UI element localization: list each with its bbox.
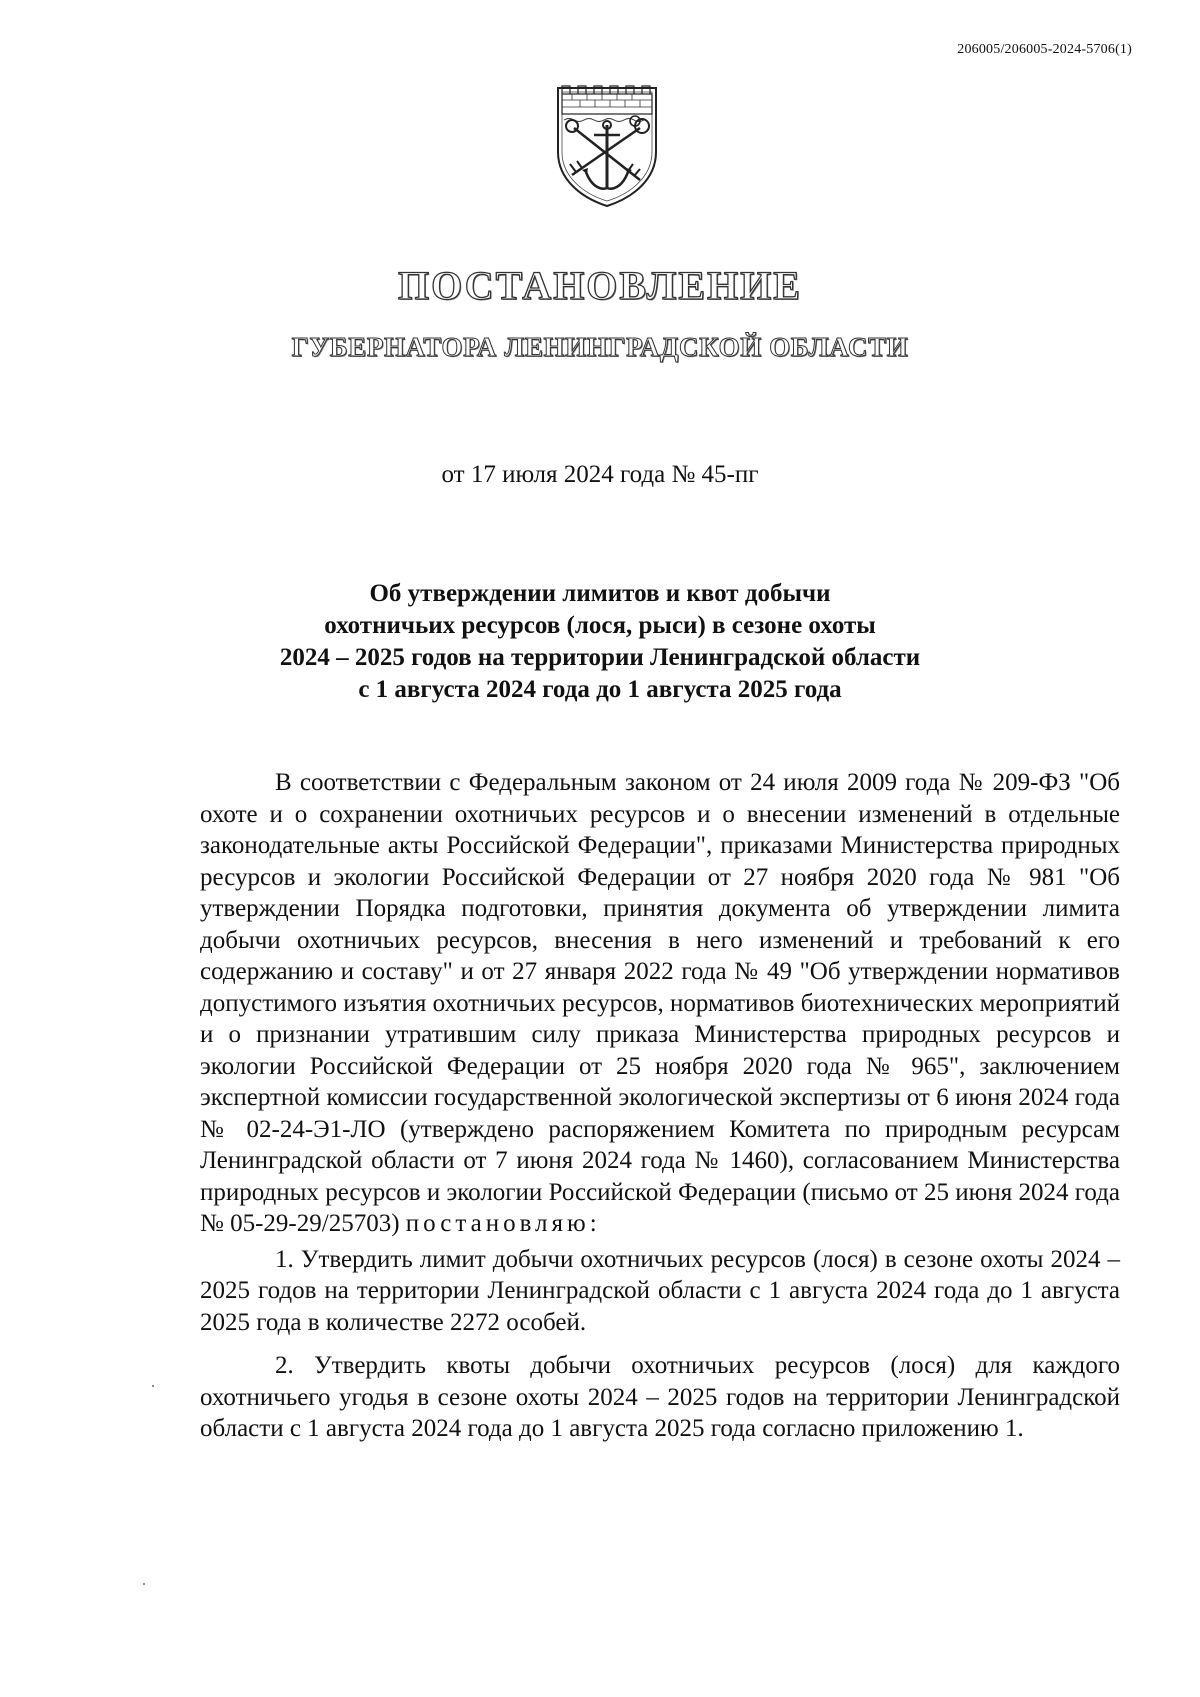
date-and-number: от 17 июля 2024 года № 45-пг [441,461,759,488]
scan-artifact [152,1385,154,1387]
registration-number: 206005/206005-2024-5706(1) [957,42,1132,57]
coat-of-arms-icon [552,80,662,210]
heading-line: Об утверждении лимитов и квот добычи [369,580,831,607]
heading-line: 2024 – 2025 годов на территории Ленинградской области [279,644,921,671]
document-heading [0,578,1200,706]
document-title: ПОСТАНОВЛЕНИЕ [398,263,802,308]
document-subtitle: ГУБЕРНАТОРА ЛЕНИНГРАДСКОЙ ОБЛАСТИ [291,332,909,362]
document-body [200,767,1120,1445]
resolution-item-1: 1. Утвердить лимит добычи охотничьих ресурсов (лося) в сезоне охоты 2024 – 2025 годов на территории Ленинградской области с 1 августа 2024 года до 1 августа 2025 года в количестве 2272 особей. [200,1245,1120,1336]
preamble-text: В соответствии с Федеральным законом от 24 июля 2009 года № 209-ФЗ "Об охоте и о сохранении охотничьих ресурсов и о внесении изменений в отдельные законодательные акты Российской Федерации", приказами Министерства природных ресурсов и экологии Российской Федерации от 27 ноября 2020 года № 981 "Об утверждении Порядка подготовки, принятия документа об утверждении лимита добычи охотничьих ресурсов, внесения в него изменений и требований к его содержанию и составу" и от 27 января 2022 года № 49 "Об утверждении нормативов допустимого изъятия охотничьих ресурсов, нормативов биотехнических мероприятий и о признании утратившим силу приказа Министерства природных ресурсов и экологии Российской Федерации от 25 ноября 2020 года № 965", заключением экспертной комиссии государственной экологической экспертизы от 6 июня 2024 года № 02-24-Э1-ЛО (утверждено распоряжением Комитета по природным ресурсам Ленинградской области от 7 июня 2024 года № 1460), согласованием Министерства природных ресурсов и экологии Российской Федерации (письмо от 25 июня 2024 года № 05-29-29/25703) [200,769,1120,1237]
heading-line: с 1 августа 2024 года до 1 августа 2025 года [358,676,842,703]
scan-artifact [143,1583,145,1585]
heading-line: охотничьих ресурсов (лося, рыси) в сезоне охоты [324,612,876,639]
preamble-paragraph [200,767,1120,1240]
resolution-item-2: 2. Утвердить квоты добычи охотничьих ресурсов (лося) для каждого охотничьего угодья в сезоне охоты 2024 – 2025 годов на территории Ленинградской области с 1 августа 2024 года до 1 августа 2025 года согласно приложению 1. [200,1352,1120,1442]
resolve-word: постановляю: [405,1210,601,1237]
